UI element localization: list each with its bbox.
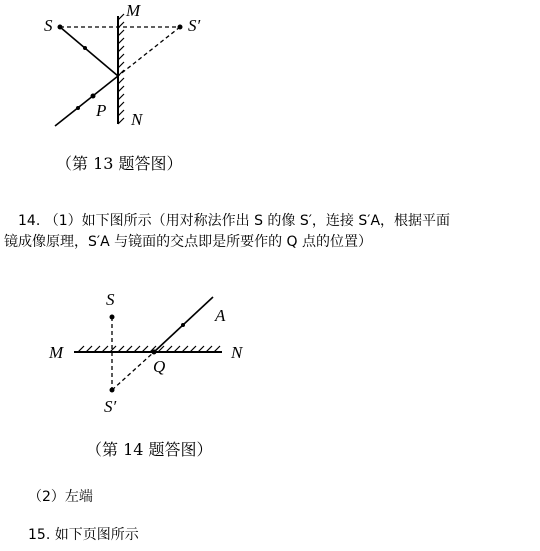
label-m: M — [126, 1, 141, 20]
label-a: A — [215, 306, 226, 325]
label-n: N — [131, 110, 143, 129]
label-p: P — [96, 101, 107, 120]
label-n-14: N — [231, 343, 243, 362]
figure-13-caption: （第 13 题答图） — [56, 154, 183, 173]
sprime-to-q-dashed — [112, 352, 154, 390]
q14-line2: 镜成像原理，S′A 与镜面的交点即是所要作的 Q 点的位置） — [4, 234, 373, 250]
label-s-14: S — [106, 290, 115, 309]
point-q — [152, 350, 157, 355]
label-q: Q — [153, 357, 166, 376]
label-sprime: S′ — [188, 16, 201, 35]
q14-line1: 14. （1）如下图所示（用对称法作出 S 的像 S′，连接 S′A，根据平面 — [18, 213, 451, 229]
q14-part2: （2）左端 — [28, 489, 93, 505]
q15-text: 15. 如下页图所示 — [28, 527, 139, 543]
figure-14-caption: （第 14 题答图） — [86, 440, 213, 459]
label-m-14: M — [49, 343, 64, 362]
label-s: S — [44, 16, 53, 35]
label-sprime-14: S′ — [104, 397, 117, 416]
